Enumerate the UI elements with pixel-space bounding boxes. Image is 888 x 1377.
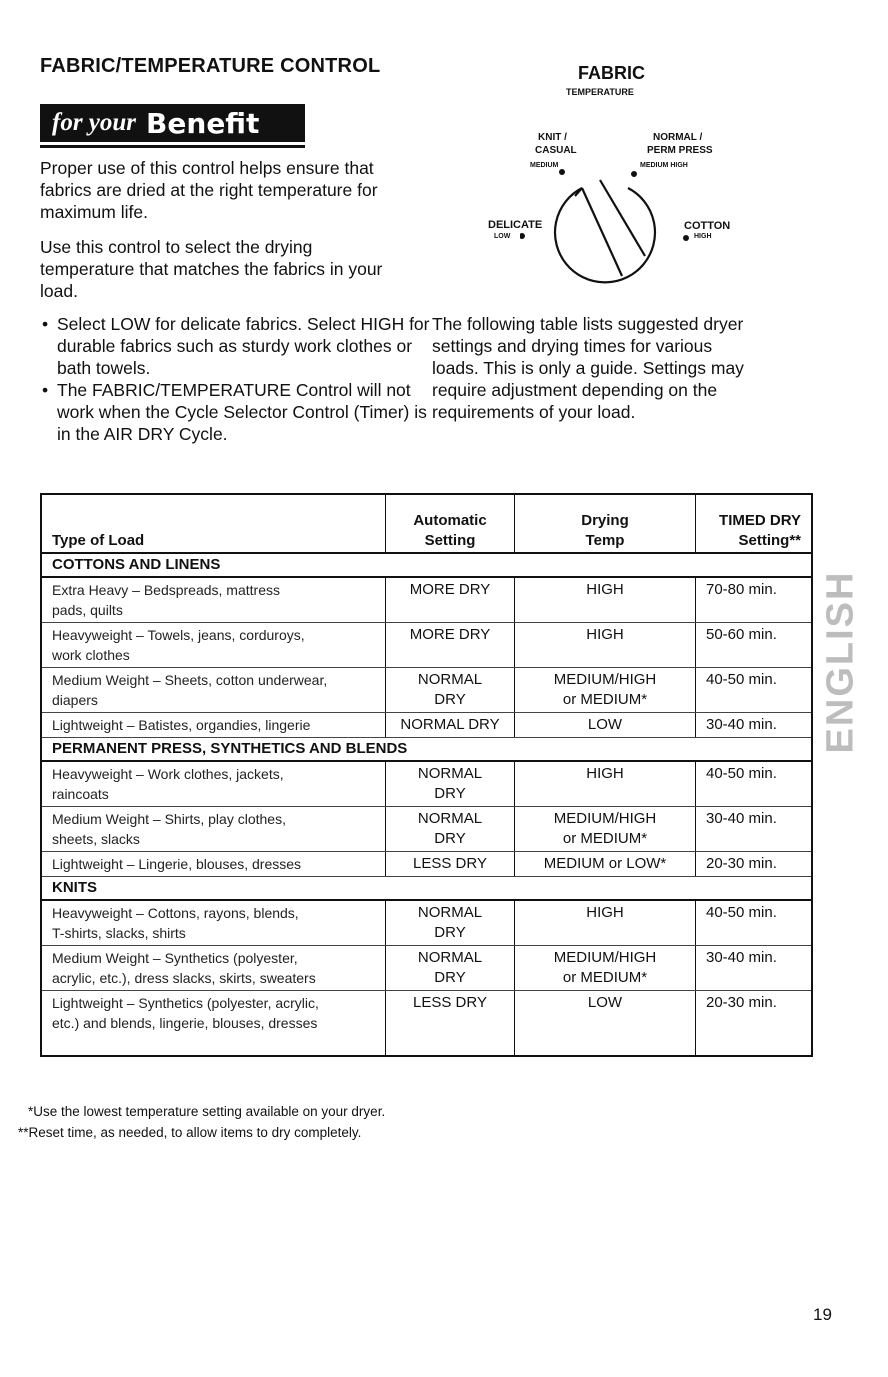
- cell-drying-temp-line: HIGH: [586, 765, 624, 782]
- cell-drying-temp: [515, 852, 696, 877]
- cell-drying-temp: [515, 900, 696, 946]
- cell-drying-temp-line: HIGH: [586, 581, 624, 598]
- dial-label-cotton: COTTON: [684, 220, 731, 232]
- language-side-tab: [818, 562, 864, 762]
- section-title: PERMANENT PRESS, SYNTHETICS AND BLENDS: [41, 738, 812, 762]
- benefit-banner-word: Benefit: [146, 106, 260, 140]
- cell-drying-temp: [515, 807, 696, 852]
- cell-timed-dry: [696, 713, 813, 738]
- dial-subtitle: TEMPERATURE: [566, 87, 634, 97]
- cell-type-of-load-line: Lightweight – Synthetics (polyester, acrylic,: [52, 995, 319, 1011]
- header-automatic-setting: [386, 494, 515, 553]
- dial-temp-medium: MEDIUM: [530, 162, 559, 169]
- cell-drying-temp: [515, 668, 696, 713]
- page-number: 19: [813, 1305, 832, 1324]
- table-row: [41, 946, 812, 991]
- dial-title: FABRIC: [578, 63, 645, 83]
- cell-timed-dry-line: 40-50 min.: [706, 765, 777, 782]
- table-body: [41, 553, 812, 1056]
- cell-type-of-load-line: Medium Weight – Shirts, play clothes,: [52, 811, 286, 827]
- cell-type-of-load: [41, 713, 386, 738]
- cell-type-of-load: [41, 668, 386, 713]
- table-row: [41, 577, 812, 623]
- cell-type-of-load-line: pads, quilts: [52, 602, 123, 618]
- section-header-row: [41, 738, 812, 762]
- cell-automatic-setting-line: DRY: [434, 691, 466, 708]
- dial-label-knit-line2: CASUAL: [535, 145, 577, 156]
- cell-drying-temp-line: MEDIUM or LOW*: [543, 855, 667, 872]
- dial-temp-high: HIGH: [694, 233, 712, 240]
- header-timed-dry: [696, 494, 813, 553]
- footnote-1: *Use the lowest temperature setting available on your dryer.: [28, 1104, 386, 1119]
- cell-type-of-load: [41, 577, 386, 623]
- cell-type-of-load: [41, 761, 386, 807]
- intro-bullet-list: [40, 313, 430, 445]
- cell-automatic-setting-line: MORE DRY: [409, 581, 491, 598]
- cell-drying-temp-line: MEDIUM/HIGH: [553, 949, 657, 966]
- table-row: [41, 623, 812, 668]
- table-row: [41, 668, 812, 713]
- cell-type-of-load-line: Heavyweight – Work clothes, jackets,: [52, 766, 284, 782]
- cell-automatic-setting: [386, 761, 515, 807]
- cell-type-of-load-line: T-shirts, slacks, shirts: [52, 925, 186, 941]
- cell-automatic-setting-line: NORMAL DRY: [400, 716, 500, 733]
- header-automatic-line2: Setting: [424, 532, 476, 549]
- header-timed-line2: Setting**: [738, 532, 801, 549]
- cell-automatic-setting: [386, 577, 515, 623]
- table-intro-paragraph: The following table lists suggested dryer settings and drying times for various loads. This is only a guide. Settings may require adjustment depending on the requirements of your load.: [432, 314, 744, 422]
- cell-drying-temp: [515, 713, 696, 738]
- cell-timed-dry: [696, 900, 813, 946]
- cell-automatic-setting-line: DRY: [434, 785, 466, 802]
- cell-timed-dry-line: 40-50 min.: [706, 671, 777, 688]
- cell-automatic-setting-line: NORMAL: [417, 765, 483, 782]
- cell-timed-dry: [696, 807, 813, 852]
- cell-drying-temp: [515, 991, 696, 1057]
- cell-type-of-load-line: diapers: [52, 692, 98, 708]
- cell-timed-dry-line: 30-40 min.: [706, 949, 777, 966]
- cell-automatic-setting: [386, 991, 515, 1057]
- dial-label-knit: [535, 133, 577, 156]
- cell-timed-dry: [696, 946, 813, 991]
- dial-label-delicate: DELICATE: [488, 219, 543, 231]
- cell-drying-temp-line: LOW: [587, 716, 623, 733]
- cell-timed-dry-line: 20-30 min.: [706, 855, 777, 872]
- section-header-row: [41, 877, 812, 901]
- cell-automatic-setting-line: LESS DRY: [413, 994, 487, 1011]
- cell-type-of-load: [41, 991, 386, 1057]
- cell-automatic-setting-line: NORMAL: [417, 904, 483, 921]
- dial-knob-icon: [520, 168, 690, 298]
- header-timed-line1: TIMED DRY: [719, 512, 801, 529]
- dial-label-normal-line1: NORMAL /: [653, 132, 703, 143]
- cell-type-of-load-line: work clothes: [52, 647, 130, 663]
- benefit-underline: [40, 145, 305, 148]
- cell-automatic-setting-line: LESS DRY: [413, 855, 487, 872]
- header-automatic-line1: Automatic: [413, 512, 487, 529]
- cell-timed-dry: [696, 761, 813, 807]
- cell-type-of-load-line: raincoats: [52, 786, 109, 802]
- cell-automatic-setting: [386, 946, 515, 991]
- cell-timed-dry: [696, 668, 813, 713]
- cell-drying-temp-line: HIGH: [586, 904, 624, 921]
- cell-automatic-setting-line: MORE DRY: [409, 626, 491, 643]
- cell-timed-dry: [696, 577, 813, 623]
- cell-automatic-setting-line: DRY: [434, 924, 466, 941]
- cell-type-of-load-line: Lightweight – Batistes, organdies, lingerie: [52, 717, 311, 733]
- cell-drying-temp: [515, 761, 696, 807]
- cell-drying-temp-line: or MEDIUM*: [562, 830, 648, 847]
- cell-type-of-load-line: Extra Heavy – Bedspreads, mattress: [52, 582, 280, 598]
- header-drying-temp: [515, 494, 696, 553]
- cell-drying-temp-line: or MEDIUM*: [562, 691, 648, 708]
- cell-type-of-load-line: Medium Weight – Sheets, cotton underwear,: [52, 672, 328, 688]
- cell-timed-dry: [696, 623, 813, 668]
- cell-type-of-load-line: Medium Weight – Synthetics (polyester,: [52, 950, 298, 966]
- header-drying-line1: Drying: [581, 512, 629, 529]
- table-row: [41, 807, 812, 852]
- cell-timed-dry-line: 50-60 min.: [706, 626, 777, 643]
- header-drying-line2: Temp: [585, 532, 625, 549]
- cell-drying-temp-line: or MEDIUM*: [562, 969, 648, 986]
- dial-label-knit-line1: KNIT /: [538, 132, 567, 143]
- section-header-row: [41, 553, 812, 577]
- cell-drying-temp: [515, 577, 696, 623]
- cell-automatic-setting: [386, 623, 515, 668]
- cell-timed-dry-line: 30-40 min.: [706, 810, 777, 827]
- header-type-of-load: Type of Load: [41, 494, 386, 553]
- cell-type-of-load: [41, 946, 386, 991]
- cell-type-of-load-line: sheets, slacks: [52, 831, 140, 847]
- intro-paragraph-1: Proper use of this control helps ensure that fabrics are dried at the right temperature for maximum life.: [40, 158, 378, 222]
- cell-automatic-setting-line: NORMAL: [417, 949, 483, 966]
- bullet-item: • Select LOW for delicate fabrics. Select HIGH for durable fabrics such as sturdy work clothes or bath towels.: [40, 313, 430, 379]
- dial-temp-low: LOW: [494, 233, 511, 240]
- cell-timed-dry-line: 40-50 min.: [706, 904, 777, 921]
- cell-drying-temp: [515, 946, 696, 991]
- cell-timed-dry-line: 70-80 min.: [706, 581, 777, 598]
- cell-automatic-setting-line: NORMAL: [417, 671, 483, 688]
- cell-type-of-load-line: Heavyweight – Cottons, rayons, blends,: [52, 905, 299, 921]
- table-row: [41, 852, 812, 877]
- cell-type-of-load: [41, 623, 386, 668]
- dial-label-normal-line2: PERM PRESS: [647, 145, 713, 156]
- benefit-banner-prefix: for your: [52, 109, 137, 136]
- cell-automatic-setting-line: DRY: [434, 969, 466, 986]
- cell-automatic-setting: [386, 668, 515, 713]
- cell-automatic-setting: [386, 713, 515, 738]
- cell-type-of-load-line: acrylic, etc.), dress slacks, skirts, sweaters: [52, 970, 316, 986]
- cell-type-of-load-line: Lightweight – Lingerie, blouses, dresses: [52, 856, 302, 872]
- table-row: [41, 991, 812, 1057]
- for-your-benefit-banner: [40, 104, 305, 142]
- cell-automatic-setting: [386, 807, 515, 852]
- cell-type-of-load: [41, 852, 386, 877]
- footnote-2: **Reset time, as needed, to allow items to dry completely.: [18, 1125, 362, 1140]
- cell-type-of-load-line: etc.) and blends, lingerie, blouses, dresses: [52, 1015, 318, 1031]
- cell-automatic-setting-line: NORMAL: [417, 810, 483, 827]
- table-row: [41, 761, 812, 807]
- cell-automatic-setting: [386, 852, 515, 877]
- table-row: [41, 900, 812, 946]
- cell-timed-dry-line: 30-40 min.: [706, 716, 777, 733]
- cell-type-of-load-line: Heavyweight – Towels, jeans, corduroys,: [52, 627, 305, 643]
- cell-timed-dry-line: 20-30 min.: [706, 994, 777, 1011]
- cell-drying-temp-line: MEDIUM/HIGH: [553, 810, 657, 827]
- intro-paragraph-2: Use this control to select the drying temperature that matches the fabrics in your load.: [40, 237, 383, 301]
- cell-drying-temp-line: HIGH: [586, 626, 624, 643]
- cell-timed-dry: [696, 991, 813, 1057]
- dryer-settings-table: [40, 493, 813, 1057]
- table-header-row: [41, 494, 812, 553]
- page-title: FABRIC/TEMPERATURE CONTROL: [40, 55, 381, 77]
- section-title: COTTONS AND LINENS: [41, 553, 812, 577]
- table-row: [41, 713, 812, 738]
- cell-type-of-load: [41, 900, 386, 946]
- cell-automatic-setting-line: DRY: [434, 830, 466, 847]
- cell-type-of-load: [41, 807, 386, 852]
- cell-timed-dry: [696, 852, 813, 877]
- section-title: KNITS: [41, 877, 812, 901]
- dial-temp-medium-high: MEDIUM HIGH: [640, 162, 688, 169]
- cell-drying-temp: [515, 623, 696, 668]
- side-tab-label: ENGLISH: [819, 570, 862, 754]
- cell-drying-temp-line: MEDIUM/HIGH: [553, 671, 657, 688]
- dial-label-normal: [647, 132, 713, 156]
- cell-drying-temp-line: LOW: [587, 994, 623, 1011]
- cell-automatic-setting: [386, 900, 515, 946]
- bullet-item: • The FABRIC/TEMPERATURE Control will not work when the Cycle Selector Control (Timer) is in the AIR DRY Cycle.: [40, 379, 430, 445]
